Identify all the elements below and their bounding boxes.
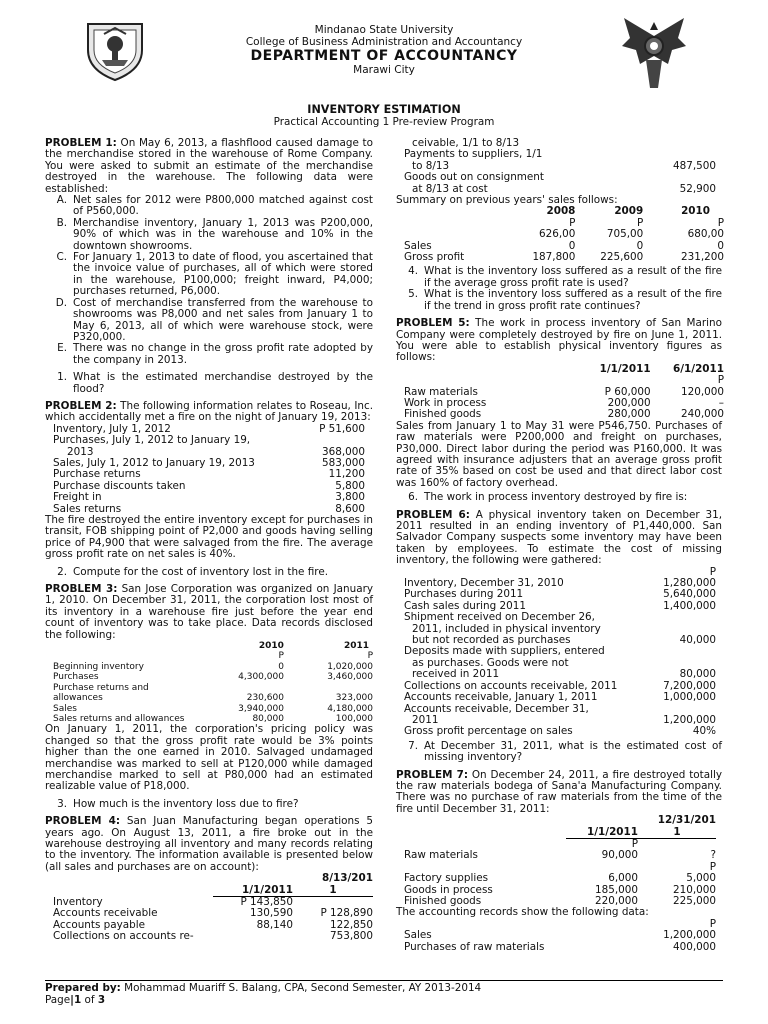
cell-value: 231,200: [681, 251, 724, 264]
list-item: [45, 343, 373, 366]
row-label: Purchase discounts taken: [53, 479, 186, 492]
column-header: 1/1/2011: [566, 827, 638, 839]
currency-symbol: P: [717, 374, 724, 387]
cell-value: P 60,000: [604, 385, 651, 398]
row-value: 3,800: [335, 491, 365, 504]
problem-5-text: The work in process inventory of San Marino Company were completely destroyed by fire on June 1, 2011. You were able to establish physical inventory figures as follows:: [396, 317, 722, 364]
column-header: 12/31/201: [657, 814, 716, 827]
row-value: 1,400,000: [663, 599, 716, 612]
row-label: Purchases, July 1, 2012 to January 19,: [53, 434, 251, 447]
row-label: Factory supplies: [404, 872, 489, 885]
list-marker: B.: [56, 216, 67, 229]
cell-value: [213, 931, 293, 942]
row-label: at 8/13 at cost: [412, 182, 488, 195]
list-item: [45, 252, 373, 298]
row-value: 487,500: [673, 159, 716, 172]
row-label: received in 2011: [412, 668, 500, 681]
table-row: [404, 930, 716, 941]
problem-3-label: PROBLEM 3:: [45, 583, 118, 596]
cell-value: 130,590: [250, 907, 293, 920]
row-value: 1,000,000: [663, 691, 716, 704]
row-label: Purchase returns and allowances: [53, 682, 149, 704]
row-label: Freight in: [53, 491, 102, 504]
cell-value: 4,180,000: [327, 703, 373, 714]
list-item: [45, 298, 373, 344]
question-number: 2.: [57, 565, 67, 578]
row-label: Gross profit percentage on sales: [404, 725, 573, 738]
table-header-row: [404, 364, 724, 375]
problem-7-table: [396, 815, 716, 907]
row-label: Purchase returns: [53, 468, 141, 481]
currency-symbol: P: [717, 216, 724, 229]
prepared-by-label: Prepared by:: [45, 982, 121, 994]
problem-2-intro: [45, 401, 373, 424]
row-label: Purchases during 2011: [404, 588, 524, 601]
currency-symbol: P: [709, 565, 716, 578]
table-header-row: [396, 827, 716, 839]
table-header-row: [396, 815, 716, 826]
document-title: INVENTORY ESTIMATION: [307, 103, 461, 116]
question-number: 3.: [57, 797, 67, 810]
department-name: DEPARTMENT OF ACCOUNTANCY: [250, 48, 518, 64]
problem-7-table-2: [396, 919, 722, 953]
row-value: 8,600: [335, 502, 365, 515]
cell-value: 225,600: [600, 251, 644, 264]
page-separator: |: [70, 994, 74, 1006]
list-text: Merchandise inventory, January 1, 2013 was P200,000, 90% of which was in the warehouse and 10% in the downtown showrooms.: [73, 216, 373, 252]
cell-value: 230,600: [246, 693, 284, 704]
page-footer: [45, 980, 723, 1006]
problem-6-text: A physical inventory taken on December 31, 2011 resulted in an ending inventory of P1,440,000. San Salvador Company suspects some inventory may have been taken by employees. To estimate the cost of missing inventory, the following were gathered:: [396, 508, 722, 567]
row-label: Goods in process: [404, 883, 493, 896]
currency-symbol: P: [278, 651, 284, 662]
problem-6-intro: [396, 510, 722, 567]
row-label: Sales, July 1, 2012 to January 19, 2013: [53, 456, 255, 469]
row-label: 2013: [67, 445, 94, 458]
row-label: Raw materials: [404, 849, 478, 862]
question-text: What is the estimated merchandise destroyed by the flood?: [73, 371, 373, 395]
problem-3-after: On January 1, 2011, the corporation's pricing policy was changed so that the gross profit rate would be 3% points higher than the one earned in 2010. Salvaged undamaged merchandise was marked to sell at P120,000 while damaged merchandise marked to sell at P80,000 had an estimated realizable value of P18,000.: [45, 723, 373, 793]
table-row: [53, 651, 373, 661]
row-label: ceivable, 1/1 to 8/13: [412, 137, 520, 149]
row-label: 2011, included in physical inventory: [412, 622, 601, 635]
cell-value: 626,00: [539, 228, 576, 241]
question-text: What is the inventory loss suffered as a result of the fire if the average gross profit rate is used?: [424, 265, 722, 289]
currency-symbol: P: [709, 917, 716, 930]
list-marker: D.: [55, 296, 67, 309]
cell-value: 88,140: [256, 918, 293, 931]
page-number: [45, 994, 723, 1006]
row-value: 1,280,000: [663, 577, 716, 590]
table-row: [404, 252, 724, 263]
row-value: P 51,600: [319, 422, 365, 435]
question-text: What is the inventory loss suffered as a result of the fire if the trend in gross profit rate continues?: [424, 288, 722, 312]
cell-value: 100,000: [335, 713, 373, 724]
table-row: [396, 873, 716, 884]
currency-symbol: P: [631, 837, 638, 850]
row-label: Sales returns: [53, 502, 122, 515]
table-header-row: [53, 873, 373, 884]
row-label: Collections on accounts receivable, 2011: [404, 679, 618, 692]
cell-value: 220,000: [595, 895, 638, 907]
list-marker: C.: [56, 251, 67, 264]
row-label: Accounts receivable: [53, 907, 158, 920]
row-label: Raw materials: [404, 385, 478, 398]
problem-5-after: Sales from January 1 to May 31 were P546,750. Purchases of raw materials were P200,000 and freight on purchases, P30,000. Direct labor during the period was P160,000. It was agreed with insurance adjusters that an average gross profit rate of 35% based on cost be used and that direct labor cost was 160% of factory overhead.: [396, 419, 722, 489]
row-value: 5,640,000: [663, 588, 716, 601]
row-label: Finished goods: [404, 895, 482, 907]
row-label: Accounts receivable, December 31,: [404, 702, 589, 715]
question-4: [396, 266, 722, 289]
table-row: [53, 931, 373, 942]
cell-value: 240,000: [681, 408, 724, 421]
table-row: [53, 683, 373, 704]
cell-value: 80,000: [252, 713, 284, 724]
row-label: Gross profit: [404, 251, 465, 264]
currency-symbol: P: [569, 216, 576, 229]
page-of: of: [81, 994, 98, 1006]
letterhead: [0, 24, 768, 76]
row-label: Finished goods: [404, 408, 482, 421]
row-label: Payments to suppliers, 1/1: [404, 148, 543, 161]
problem-7-after: The accounting records show the following data:: [396, 906, 649, 919]
column-header: 2009: [614, 205, 644, 218]
problem-7-intro: [396, 770, 722, 816]
cell-value: 120,000: [681, 385, 724, 398]
cell-value: 0: [717, 239, 724, 252]
problem-4-summary: Summary on previous years' sales follows:: [396, 194, 618, 207]
question-number: 1.: [57, 371, 67, 384]
column-header: 1: [293, 885, 373, 897]
column-header: 2010: [681, 205, 710, 218]
cell-value: 122,850: [330, 918, 373, 931]
column-header: 8/13/201: [322, 872, 373, 885]
list-item: [45, 195, 373, 218]
table-row: [396, 850, 716, 861]
row-label: to 8/13: [412, 159, 450, 172]
table-header-row: [404, 206, 724, 217]
cell-value: ?: [710, 849, 716, 862]
list-text: There was no change in the gross profit rate adopted by the company in 2013.: [73, 342, 373, 366]
table-row: [404, 942, 716, 953]
list-marker: E.: [57, 342, 67, 355]
question-2: [45, 567, 373, 578]
problem-2-text: The following information relates to Roseau, Inc. which accidentally met a fire on the night of January 19, 2013:: [45, 399, 374, 424]
table-row: [53, 662, 373, 672]
problem-3-intro: [45, 584, 373, 641]
row-label: Sales returns and allowances: [53, 713, 185, 724]
row-value: 7,200,000: [663, 679, 716, 692]
row-label: Collections on accounts re-: [53, 930, 194, 943]
city-name: Marawi City: [353, 64, 415, 76]
row-label: Shipment received on December 26,: [404, 611, 595, 624]
cell-value: 680,00: [687, 228, 724, 241]
problem-1-text: On May 6, 2013, a flashflood caused damage to the merchandise stored in the warehouse of Rome Company. You were asked to submit an estimate of the merchandise destroyed in the warehouse. The following data were established:: [45, 137, 373, 195]
problem-2-after: The fire destroyed the entire inventory except for purchases in transit, FOB shipping point of P2,000 and goods having selling price of P4,900 that were salvaged from the fire. The average gross profit rate on net sales is 40%.: [45, 514, 373, 561]
row-label: Inventory, December 31, 2010: [404, 577, 564, 590]
row-value: 1,200,000: [663, 713, 716, 726]
page-current: 1: [73, 994, 82, 1006]
cell-value: 4,300,000: [238, 672, 284, 683]
problem-1-list: [45, 195, 373, 366]
cell-value: 5,000: [686, 872, 716, 885]
cell-value: 187,800: [532, 251, 576, 264]
cell-value: P 143,850: [240, 896, 293, 908]
row-label: Goods out on consignment: [404, 171, 544, 184]
college-name: College of Business Administration and Accountancy: [245, 36, 523, 48]
table-row: [404, 612, 716, 623]
column-header: 2011: [343, 641, 369, 652]
row-value: 1,200,000: [663, 929, 716, 942]
row-label: Sales: [404, 239, 432, 252]
list-text: Net sales for 2012 were P800,000 matched against cost of P560,000.: [73, 194, 373, 218]
question-number: 4.: [408, 265, 418, 278]
row-value: 583,000: [322, 456, 365, 469]
problem-4-label: PROBLEM 4:: [45, 815, 120, 828]
question-5: [396, 289, 722, 312]
problem-2-table: [45, 424, 373, 515]
cell-value: 210,000: [673, 883, 716, 896]
cell-value: –: [718, 396, 724, 409]
page-label: Page: [45, 994, 71, 1006]
row-value: 11,200: [328, 468, 365, 481]
right-column: [396, 138, 722, 953]
table-row: [53, 492, 365, 503]
cell-value: 3,940,000: [238, 703, 284, 714]
list-marker: A.: [56, 194, 67, 207]
column-header: 2010: [258, 641, 284, 652]
problem-4-sales-table: [404, 206, 724, 263]
cell-value: 705,00: [606, 228, 644, 241]
question-number: 5.: [408, 288, 418, 301]
row-value: 5,800: [335, 479, 365, 492]
cell-value: 0: [568, 239, 576, 252]
cell-value: 0: [278, 661, 284, 672]
problem-4-continued: [396, 138, 722, 195]
question-text: Compute for the cost of inventory lost in the fire.: [73, 565, 329, 578]
problem-3-text: San Jose Corporation was organized on January 1, 2010. On December 31, 2011, the corporation lost most of its inventory in a warehouse fire just before the year end count of inventory was to take place. Data records disclosed the following:: [45, 583, 373, 641]
cell-value: 0: [636, 239, 644, 252]
cell-value: 3,460,000: [327, 672, 373, 683]
question-7: [396, 741, 722, 764]
column-header: 1/1/2011: [599, 362, 651, 375]
document-title-block: [0, 103, 768, 128]
row-value: 368,000: [322, 445, 365, 458]
cell-value: P 128,890: [320, 907, 373, 920]
university-name: Mindanao State University: [314, 24, 454, 36]
question-1: [45, 372, 373, 395]
problem-5-label: PROBLEM 5:: [396, 317, 470, 330]
problem-2-label: PROBLEM 2:: [45, 399, 117, 412]
table-row: [404, 726, 716, 737]
currency-symbol: P: [367, 651, 373, 662]
problem-5-intro: [396, 318, 722, 364]
row-label: Cash sales during 2011: [404, 599, 526, 612]
cell-value: 323,000: [335, 693, 373, 704]
row-label: Purchases of raw materials: [404, 940, 545, 953]
cell-value: 280,000: [607, 408, 651, 421]
row-value: 52,900: [679, 182, 716, 195]
row-label: Work in process: [404, 396, 487, 409]
question-text: The work in process inventory destroyed by fire is:: [424, 491, 688, 504]
column-header: 6/1/2011: [673, 362, 724, 375]
document-subtitle: Practical Accounting 1 Pre-review Program: [273, 116, 495, 128]
cell-value: 200,000: [607, 396, 651, 409]
problem-5-table: [404, 364, 724, 421]
cell-value: 225,000: [673, 895, 716, 907]
problem-6-table: [396, 567, 722, 738]
row-label: Purchases: [53, 672, 99, 683]
prepared-by: [45, 982, 723, 994]
table-row: [53, 435, 365, 446]
table-row: [53, 672, 373, 682]
problem-3-table: [53, 641, 373, 724]
list-item: [45, 218, 373, 252]
row-label: Accounts receivable, January 1, 2011: [404, 691, 598, 704]
row-value: 40,000: [679, 634, 716, 647]
problem-6-label: PROBLEM 6:: [396, 508, 470, 521]
row-label: Inventory: [53, 896, 103, 908]
question-text: How much is the inventory loss due to fire?: [73, 797, 299, 810]
table-row: [404, 692, 716, 703]
row-label: Accounts payable: [53, 918, 146, 931]
currency-symbol: P: [709, 860, 716, 873]
column-header: 1/1/2011: [213, 885, 293, 897]
problem-4-text: San Juan Manufacturing began operations 5 years ago. On August 13, 2011, a fire broke out in the warehouse destroying all inventory and many records relating to the inventory. The information available is presented below (all sales and purchases are on account):: [45, 815, 373, 873]
problem-1-intro: [45, 138, 373, 195]
problem-7-text: On December 24, 2011, a fire destroyed totally the raw materials bodega of Sana'a Manufacturing Company. There was no purchase of raw materials from the time of the fire until December 31, 2011:: [396, 768, 722, 815]
left-column: [45, 138, 373, 943]
table-row: [404, 375, 724, 386]
table-row: [404, 229, 724, 240]
cell-value: 6,000: [608, 872, 638, 885]
row-value: 80,000: [679, 668, 716, 681]
table-header-row: [53, 885, 373, 897]
cell-value: 90,000: [601, 849, 638, 862]
prepared-by-text: Mohammad Muariff S. Balang, CPA, Second Semester, AY 2013-2014: [120, 982, 482, 994]
column-header: 1: [638, 827, 716, 839]
problem-7-label: PROBLEM 7:: [396, 768, 468, 781]
problem-1-label: PROBLEM 1:: [45, 137, 117, 149]
list-text: Cost of merchandise transferred from the warehouse to showrooms was P8,000 and net sales from January 1 to May 6, 2013, all of which were warehouse stock, were P320,000.: [73, 296, 373, 343]
question-6: [396, 492, 722, 503]
table-header-row: [53, 641, 373, 651]
problem-4-intro: [45, 816, 373, 873]
row-label: Inventory, July 1, 2012: [53, 422, 171, 435]
row-label: Beginning inventory: [53, 661, 144, 672]
question-3: [45, 799, 373, 810]
row-label: Sales: [404, 929, 432, 942]
question-text: At December 31, 2011, what is the estimated cost of missing inventory?: [424, 739, 722, 764]
row-label: as purchases. Goods were not: [412, 656, 569, 669]
list-text: For January 1, 2013 to date of flood, you ascertained that the invoice value of purchases, all of which were stored in the warehouse, P100,000; freight inward, P4,000; purchases returned, P6,000.: [73, 251, 373, 298]
table-row: [53, 704, 373, 714]
cell-value: 753,800: [330, 930, 373, 943]
cell-value: 1,020,000: [327, 661, 373, 672]
column-header: 2008: [546, 205, 576, 218]
cell-value: 185,000: [595, 883, 638, 896]
table-row: [404, 669, 716, 680]
row-label: 2011: [412, 713, 439, 726]
row-value: 400,000: [673, 940, 716, 953]
question-number: 6.: [408, 491, 418, 504]
row-value: 40%: [692, 725, 716, 738]
row-label: but not recorded as purchases: [412, 634, 571, 647]
page-total: 3: [97, 994, 106, 1006]
row-label: Deposits made with suppliers, entered: [404, 645, 605, 658]
currency-symbol: P: [636, 216, 644, 229]
table-row: [404, 172, 716, 183]
question-number: 7.: [408, 739, 418, 752]
problem-4-table: [53, 873, 373, 942]
table-row: [404, 149, 716, 160]
row-label: Sales: [53, 703, 77, 714]
